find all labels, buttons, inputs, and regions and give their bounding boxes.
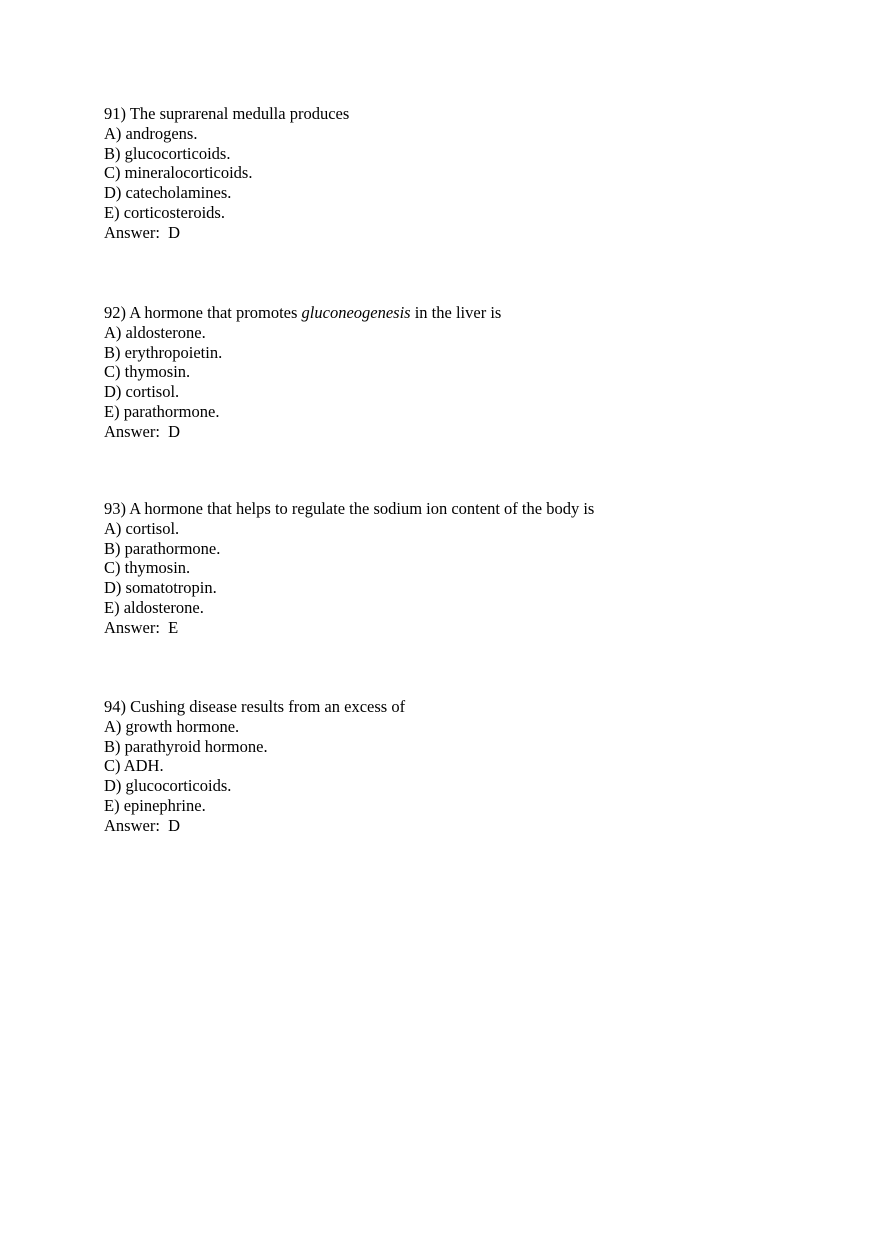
answer-line: Answer: D (104, 222, 181, 242)
option-e: E) epinephrine. (104, 795, 206, 815)
question-stem: 94) Cushing disease results from an excess of (104, 697, 406, 716)
option-d: D) catecholamines. (104, 183, 232, 203)
stem-text-before: 92) A hormone that promotes (104, 303, 302, 322)
answer-line: Answer: E (104, 617, 179, 637)
option-b: B) parathormone. (104, 538, 221, 558)
option-c: C) ADH. (104, 756, 164, 776)
question-92 (104, 303, 804, 442)
option-c: C) thymosin. (104, 558, 191, 578)
option-e: E) aldosterone. (104, 597, 204, 617)
option-a: A) cortisol. (104, 518, 180, 538)
question-93 (104, 499, 804, 638)
option-d: D) somatotropin. (104, 578, 217, 598)
option-c: C) thymosin. (104, 362, 191, 382)
option-b: B) erythropoietin. (104, 342, 223, 362)
option-c: C) mineralocorticoids. (104, 163, 253, 183)
option-b: B) parathyroid hormone. (104, 736, 268, 756)
option-a: A) growth hormone. (104, 716, 240, 736)
question-94 (104, 697, 804, 836)
option-e: E) corticosteroids. (104, 202, 225, 222)
option-a: A) androgens. (104, 123, 198, 143)
question-stem (104, 303, 804, 323)
option-e: E) parathormone. (104, 401, 220, 421)
answer-line: Answer: D (104, 815, 181, 835)
answer-line: Answer: D (104, 421, 181, 441)
question-stem: 93) A hormone that helps to regulate the sodium ion content of the body is (104, 499, 595, 518)
option-d: D) glucocorticoids. (104, 776, 232, 796)
option-d: D) cortisol. (104, 382, 180, 402)
option-b: B) glucocorticoids. (104, 143, 231, 163)
question-stem: 91) The suprarenal medulla produces (104, 104, 350, 123)
option-a: A) aldosterone. (104, 322, 206, 342)
stem-text-after: in the liver is (410, 303, 502, 322)
stem-italic-term: gluconeogenesis (301, 303, 411, 322)
question-91 (104, 104, 804, 243)
